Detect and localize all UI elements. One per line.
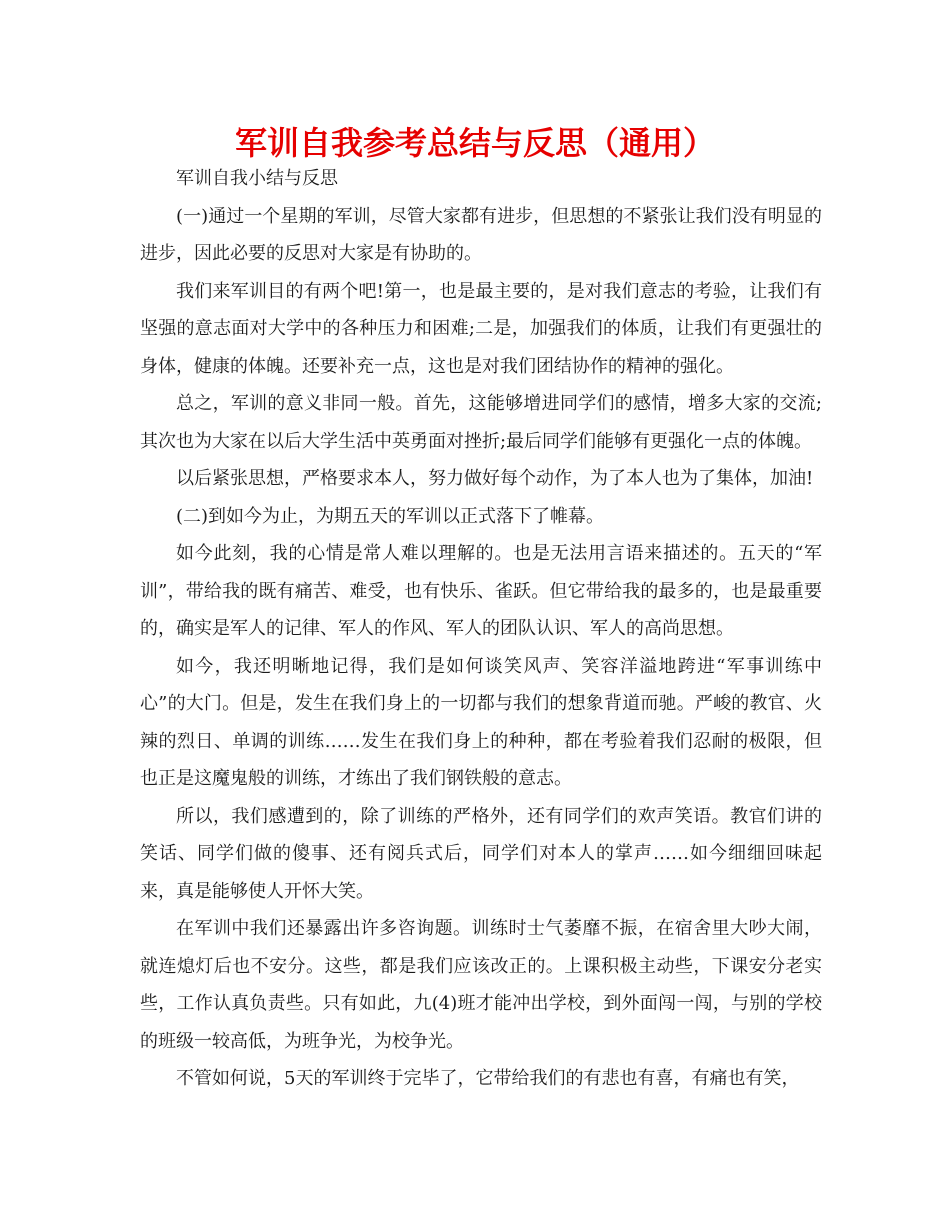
paragraph: 以后紧张思想，严格要求本人，努力做好每个动作，为了本人也为了集体，加油! <box>176 468 814 489</box>
paragraph: 如今，我还明晰地记得，我们是如何谈笑风声、笑容洋溢地跨进“军事训练中心”的大门。但是，发生在我们身上的一切都与我们的想象背道而驰。严峻的教官、火辣的烈日、单调的训练……发生在我们身上的种种，都在考验着我们忍耐的极限，但也正是这魔鬼般的训练，才练出了我们钢铁般的意志。 <box>140 655 822 789</box>
paragraph: (二)到如今为止，为期五天的军训以正式落下了帷幕。 <box>176 505 605 527</box>
document-title: 军训自我参考总结与反思（通用） <box>234 124 715 162</box>
paragraph: 不管如何说，5天的军训终于完毕了，它带给我们的有悲也有喜，有痛也有笑， <box>176 1068 800 1089</box>
paragraph: 所以，我们感遭到的，除了训练的严格外，还有同学们的欢声笑语。教官们讲的笑话、同学们做的傻事、还有阅兵式后，同学们对本人的掌声……如今细细回味起来，真是能够使人开怀大笑。 <box>140 805 822 902</box>
document-body <box>140 160 822 1098</box>
paragraph: 总之，军训的意义非同一般。首先，这能够增进同学们的感情，增多大家的交流;其次也为大家在以后大学生活中英勇面对挫折;最后同学们能够有更强化一点的体魄。 <box>140 393 822 452</box>
paragraph: 我们来军训目的有两个吧!第一，也是最主要的，是对我们意志的考验，让我们有坚强的意志面对大学中的各种压力和困难;二是，加强我们的体质，让我们有更强壮的身体，健康的体魄。还要补充一点，这也是对我们团结协作的精神的强化。 <box>140 280 822 377</box>
paragraph: 如今此刻，我的心情是常人难以理解的。也是无法用言语来描述的。五天的“军训”，带给我的既有痛苦、难受，也有快乐、雀跃。但它带给我的最多的，也是最重要的，确实是军人的记律、军人的作风、军人的团队认识、军人的高尚思想。 <box>140 543 822 639</box>
paragraph: (一)通过一个星期的军训，尽管大家都有进步，但思想的不紧张让我们没有明显的进步，因此必要的反思对大家是有协助的。 <box>140 205 822 264</box>
paragraph-subtitle: 军训自我小结与反思 <box>176 168 338 189</box>
paragraph: 在军训中我们还暴露出许多咨询题。训练时士气萎靡不振，在宿舍里大吵大闹，就连熄灯后也不安分。这些，都是我们应该改正的。上课积极主动些，下课安分老实些，工作认真负责些。只有如此，九(4)班才能冲出学校，到外面闯一闯，与别的学校的班级一较高低，为班争光，为校争光。 <box>140 918 822 1052</box>
